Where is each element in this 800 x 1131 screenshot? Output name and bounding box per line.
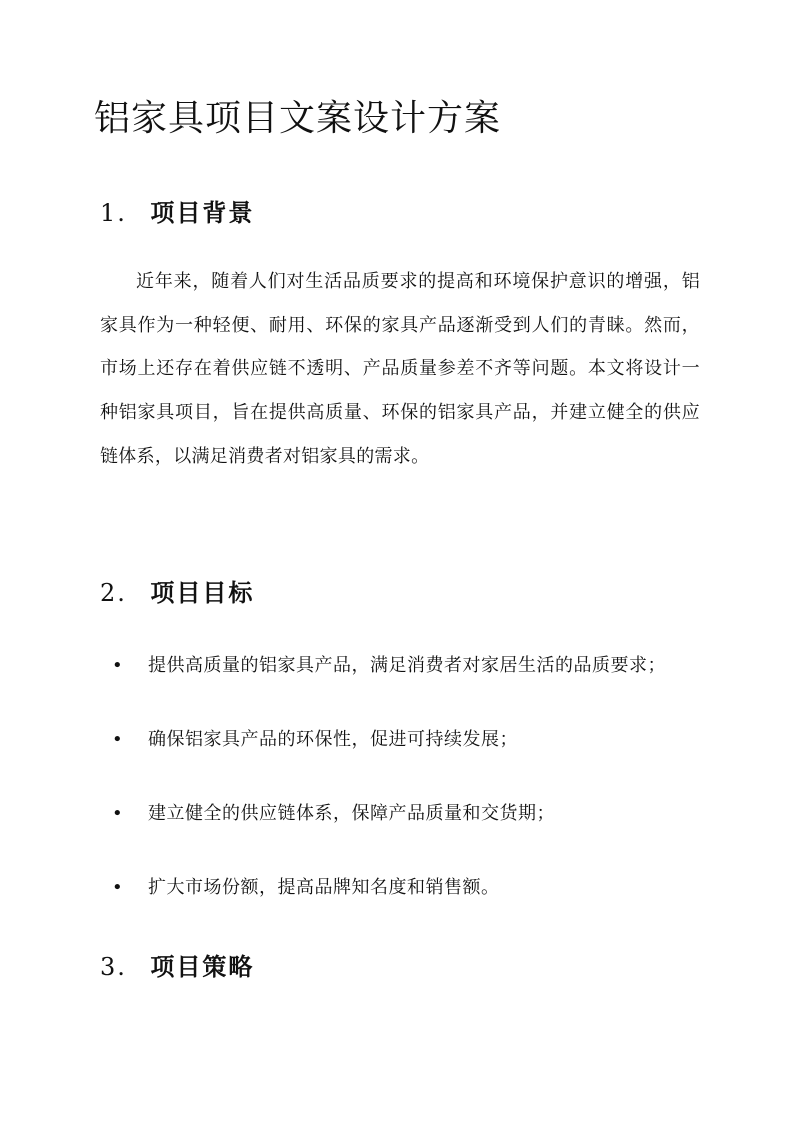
project-goals-list: [112, 640, 700, 936]
document-title: 铝家具项目文案设计方案: [94, 98, 502, 139]
section-title: 项目目标: [150, 578, 255, 607]
goal-text: 提供高质量的铝家具产品，满足消费者对家居生活的品质要求；: [148, 655, 666, 676]
section-number: 3.: [100, 953, 127, 981]
section-heading-goals: [100, 576, 254, 610]
bullet-icon: •: [112, 803, 124, 824]
goal-list-item: [112, 640, 700, 692]
goal-list-item: [112, 714, 700, 766]
background-paragraph: 近年来，随着人们对生活品质要求的提高和环境保护意识的增强，铝家具作为一种轻便、耐用、环保的家具产品逐渐受到人们的青睐。然而，市场上还存在着供应链不透明、产品质量参差不齐等问题。本文将设计一种铝家具项目，旨在提供高质量、环保的铝家具产品，并建立健全的供应链体系，以满足消费者对铝家具的需求。: [100, 271, 700, 467]
bullet-icon: •: [112, 655, 124, 676]
goal-text: 建立健全的供应链体系，保障产品质量和交货期；: [148, 803, 555, 824]
goal-text: 确保铝家具产品的环保性，促进可持续发展；: [148, 729, 518, 750]
section-title: 项目背景: [150, 198, 255, 227]
section-number: 2.: [100, 579, 127, 607]
section-heading-background: [100, 196, 254, 230]
goal-list-item: [112, 788, 700, 840]
goal-list-item: [112, 862, 700, 914]
goal-text: 扩大市场份额，提高品牌知名度和销售额。: [148, 877, 500, 898]
section-number: 1.: [100, 199, 127, 227]
bullet-icon: •: [112, 877, 124, 898]
section-heading-strategy: [100, 950, 254, 984]
bullet-icon: •: [112, 729, 124, 750]
section-title: 项目策略: [150, 952, 255, 981]
